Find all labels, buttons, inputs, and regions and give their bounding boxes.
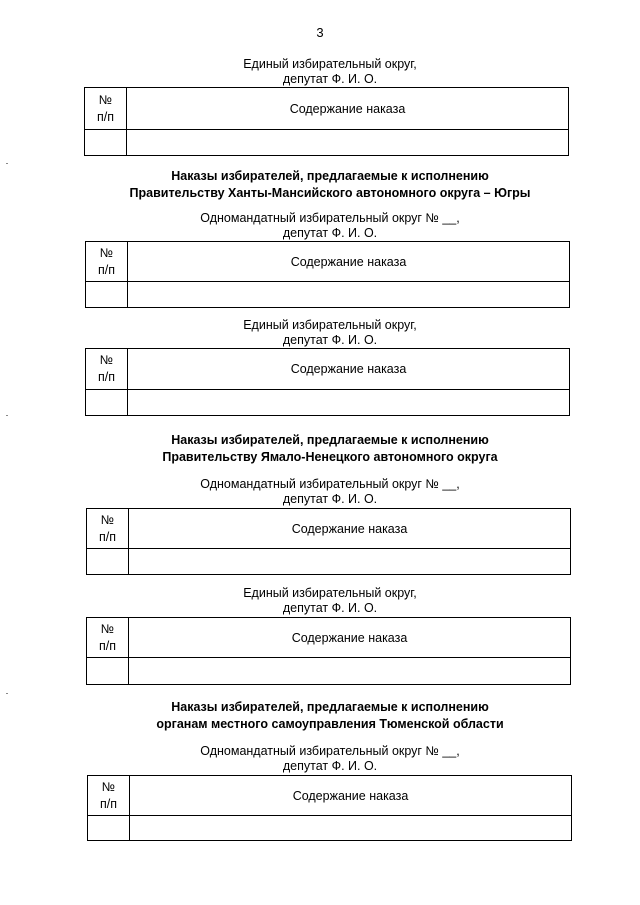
empty-cell-number xyxy=(88,816,130,841)
column-header-number: № п/п xyxy=(88,776,130,816)
caption-line1: Единый избирательный округ, xyxy=(243,586,417,600)
empty-cell-content xyxy=(128,282,570,308)
heading-line2: Правительству Ямало-Ненецкого автономного округа xyxy=(162,450,498,464)
page-number: 3 xyxy=(316,25,324,40)
heading-line2: органам местного самоуправления Тюменской области xyxy=(156,717,504,731)
table-row xyxy=(87,549,571,575)
section-heading xyxy=(0,699,640,733)
caption-line1: Одномандатный избирательный округ № __, xyxy=(200,744,460,758)
column-header-content: Содержание наказа xyxy=(129,618,571,658)
table-header-row xyxy=(86,349,570,390)
district-caption xyxy=(0,744,640,774)
district-caption xyxy=(0,318,640,348)
column-header-number: № п/п xyxy=(86,349,128,390)
empty-cell-number xyxy=(87,658,129,685)
caption-line2: депутат Ф. И. О. xyxy=(282,492,378,506)
empty-cell-content xyxy=(129,658,571,685)
caption-line2: депутат Ф. И. О. xyxy=(282,333,378,347)
mandate-table xyxy=(86,617,571,685)
mandate-table xyxy=(84,87,569,156)
mandate-table xyxy=(87,775,572,841)
caption-line2: депутат Ф. И. О. xyxy=(282,226,378,240)
column-header-number: № п/п xyxy=(85,88,127,130)
scan-mark xyxy=(6,415,8,416)
table-header-row xyxy=(88,776,572,816)
district-caption xyxy=(0,57,640,87)
caption-line1: Одномандатный избирательный округ № __, xyxy=(200,211,460,225)
caption-line2: депутат Ф. И. О. xyxy=(282,601,378,615)
heading-line1: Наказы избирателей, предлагаемые к исполнению xyxy=(171,700,489,714)
empty-cell-content xyxy=(130,816,572,841)
column-header-content: Содержание наказа xyxy=(127,88,569,130)
table-row xyxy=(85,130,569,156)
table-row xyxy=(88,816,572,841)
section-heading xyxy=(0,432,640,466)
heading-line1: Наказы избирателей, предлагаемые к исполнению xyxy=(171,169,489,183)
heading-line1: Наказы избирателей, предлагаемые к исполнению xyxy=(171,433,489,447)
caption-line1: Единый избирательный округ, xyxy=(243,318,417,332)
table-row xyxy=(87,658,571,685)
empty-cell-number xyxy=(87,549,129,575)
district-caption xyxy=(0,586,640,616)
mandate-table xyxy=(85,241,570,308)
empty-cell-number xyxy=(86,282,128,308)
mandate-table xyxy=(86,508,571,575)
district-caption xyxy=(0,211,640,241)
heading-line2: Правительству Ханты-Мансийского автономного округа – Югры xyxy=(129,186,531,200)
column-header-content: Содержание наказа xyxy=(129,509,571,549)
district-caption xyxy=(0,477,640,507)
table-row xyxy=(86,390,570,416)
empty-cell-number xyxy=(85,130,127,156)
scan-mark xyxy=(6,163,8,164)
empty-cell-content xyxy=(127,130,569,156)
caption-line2: депутат Ф. И. О. xyxy=(282,72,378,86)
column-header-content: Содержание наказа xyxy=(128,349,570,390)
column-header-number: № п/п xyxy=(87,509,129,549)
caption-line2: депутат Ф. И. О. xyxy=(282,759,378,773)
caption-line1: Единый избирательный округ, xyxy=(243,57,417,71)
scan-mark xyxy=(6,693,8,694)
column-header-content: Содержание наказа xyxy=(128,242,570,282)
empty-cell-content xyxy=(128,390,570,416)
section-heading xyxy=(0,168,640,202)
mandate-table xyxy=(85,348,570,416)
column-header-number: № п/п xyxy=(86,242,128,282)
column-header-content: Содержание наказа xyxy=(130,776,572,816)
table-header-row xyxy=(87,618,571,658)
table-header-row xyxy=(85,88,569,130)
caption-line1: Одномандатный избирательный округ № __, xyxy=(200,477,460,491)
column-header-number: № п/п xyxy=(87,618,129,658)
empty-cell-number xyxy=(86,390,128,416)
table-header-row xyxy=(87,509,571,549)
empty-cell-content xyxy=(129,549,571,575)
table-header-row xyxy=(86,242,570,282)
table-row xyxy=(86,282,570,308)
